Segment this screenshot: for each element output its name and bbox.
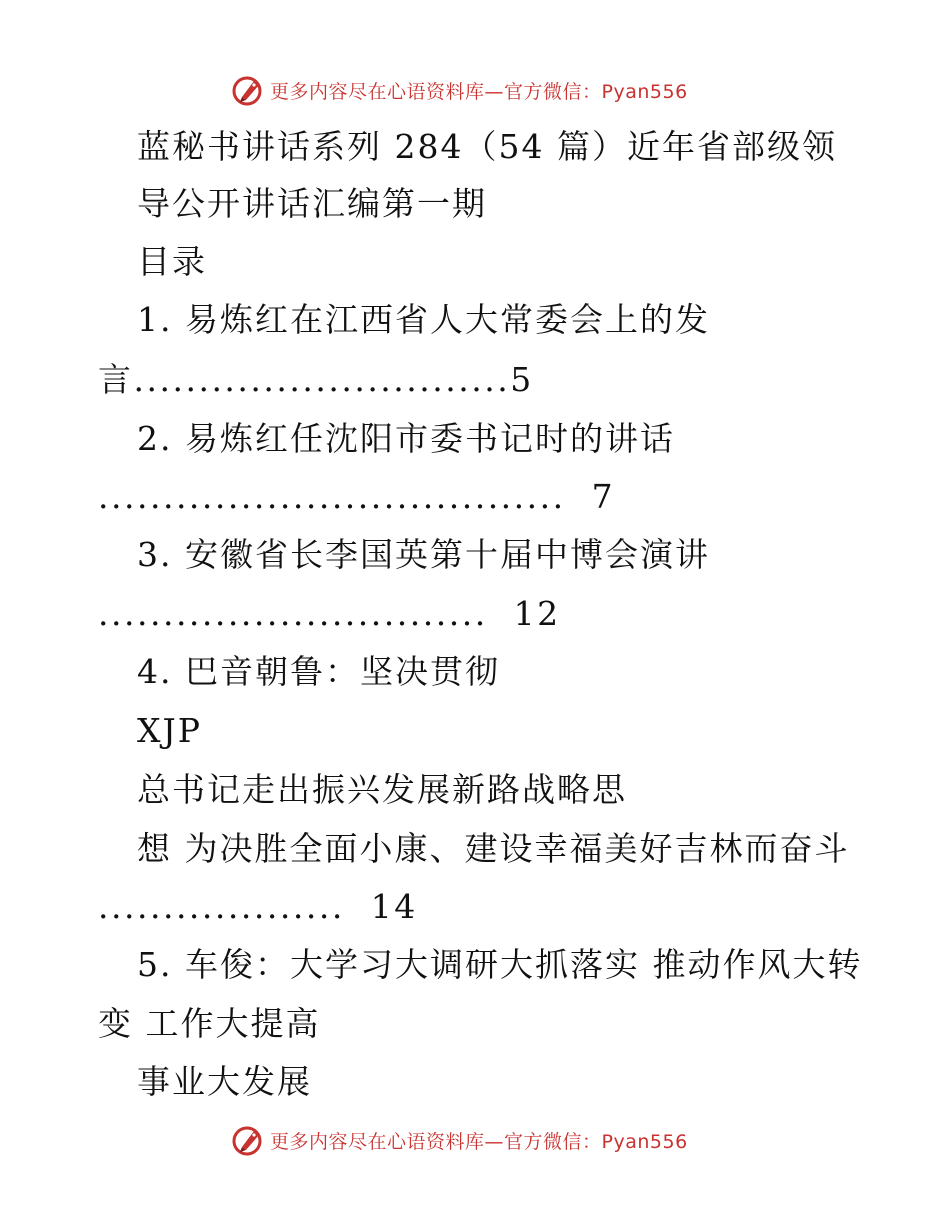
banner-wechat-id: Pyan556 (601, 1130, 688, 1153)
toc-entry-4-cont1: 总书记走出振兴发展新路战略思 (137, 770, 627, 809)
banner-dash: — (484, 1130, 505, 1153)
banner-library-text: 更多内容尽在心语资料库 (270, 1130, 485, 1153)
toc-entry-5-cont2: 事业大发展 (137, 1062, 312, 1101)
toc-entry-4-abbrev: XJP (137, 711, 202, 750)
footer-banner (232, 1120, 712, 1160)
toc-heading: 目录 (137, 242, 207, 281)
pen-nib-logo-icon (232, 1123, 266, 1157)
header-banner (232, 70, 712, 110)
banner-wechat-id: Pyan556 (601, 80, 688, 103)
toc-entry-1-page: 言.............................5 (98, 360, 534, 399)
toc-entry-5-title: 5. 车俊：大学习大调研大抓落实 推动作风大转 (137, 945, 863, 984)
banner-wechat-label: 官方微信： (504, 1130, 602, 1153)
toc-entry-5-cont1: 变 工作大提高 (98, 1004, 321, 1043)
pen-nib-logo-icon (232, 73, 266, 107)
toc-entry-4-cont2: 想 为决胜全面小康、建设幸福美好吉林而奋斗 (137, 829, 850, 868)
banner-dash: — (484, 80, 505, 103)
toc-entry-4-title: 4. 巴音朝鲁：坚决贯彻 (137, 652, 500, 691)
toc-entry-3-title: 3. 安徽省长李国英第十届中博会演讲 (137, 535, 710, 574)
banner-wechat-label: 官方微信： (504, 80, 602, 103)
doc-title-line1: 蓝秘书讲话系列 284（54 篇）近年省部级领 (137, 127, 837, 166)
toc-entry-4-page: ................... 14 (98, 887, 418, 926)
banner-text (270, 77, 688, 104)
toc-entry-3-page: .............................. 12 (98, 594, 561, 633)
toc-entry-1-title: 1. 易炼红在江西省人大常委会上的发 (137, 300, 710, 339)
banner-text (270, 1127, 688, 1154)
toc-entry-2-page: .................................... 7 (98, 477, 616, 516)
toc-entry-2-title: 2. 易炼红任沈阳市委书记时的讲话 (137, 419, 675, 458)
banner-library-text: 更多内容尽在心语资料库 (270, 80, 485, 103)
doc-title-line2: 导公开讲话汇编第一期 (137, 184, 487, 223)
